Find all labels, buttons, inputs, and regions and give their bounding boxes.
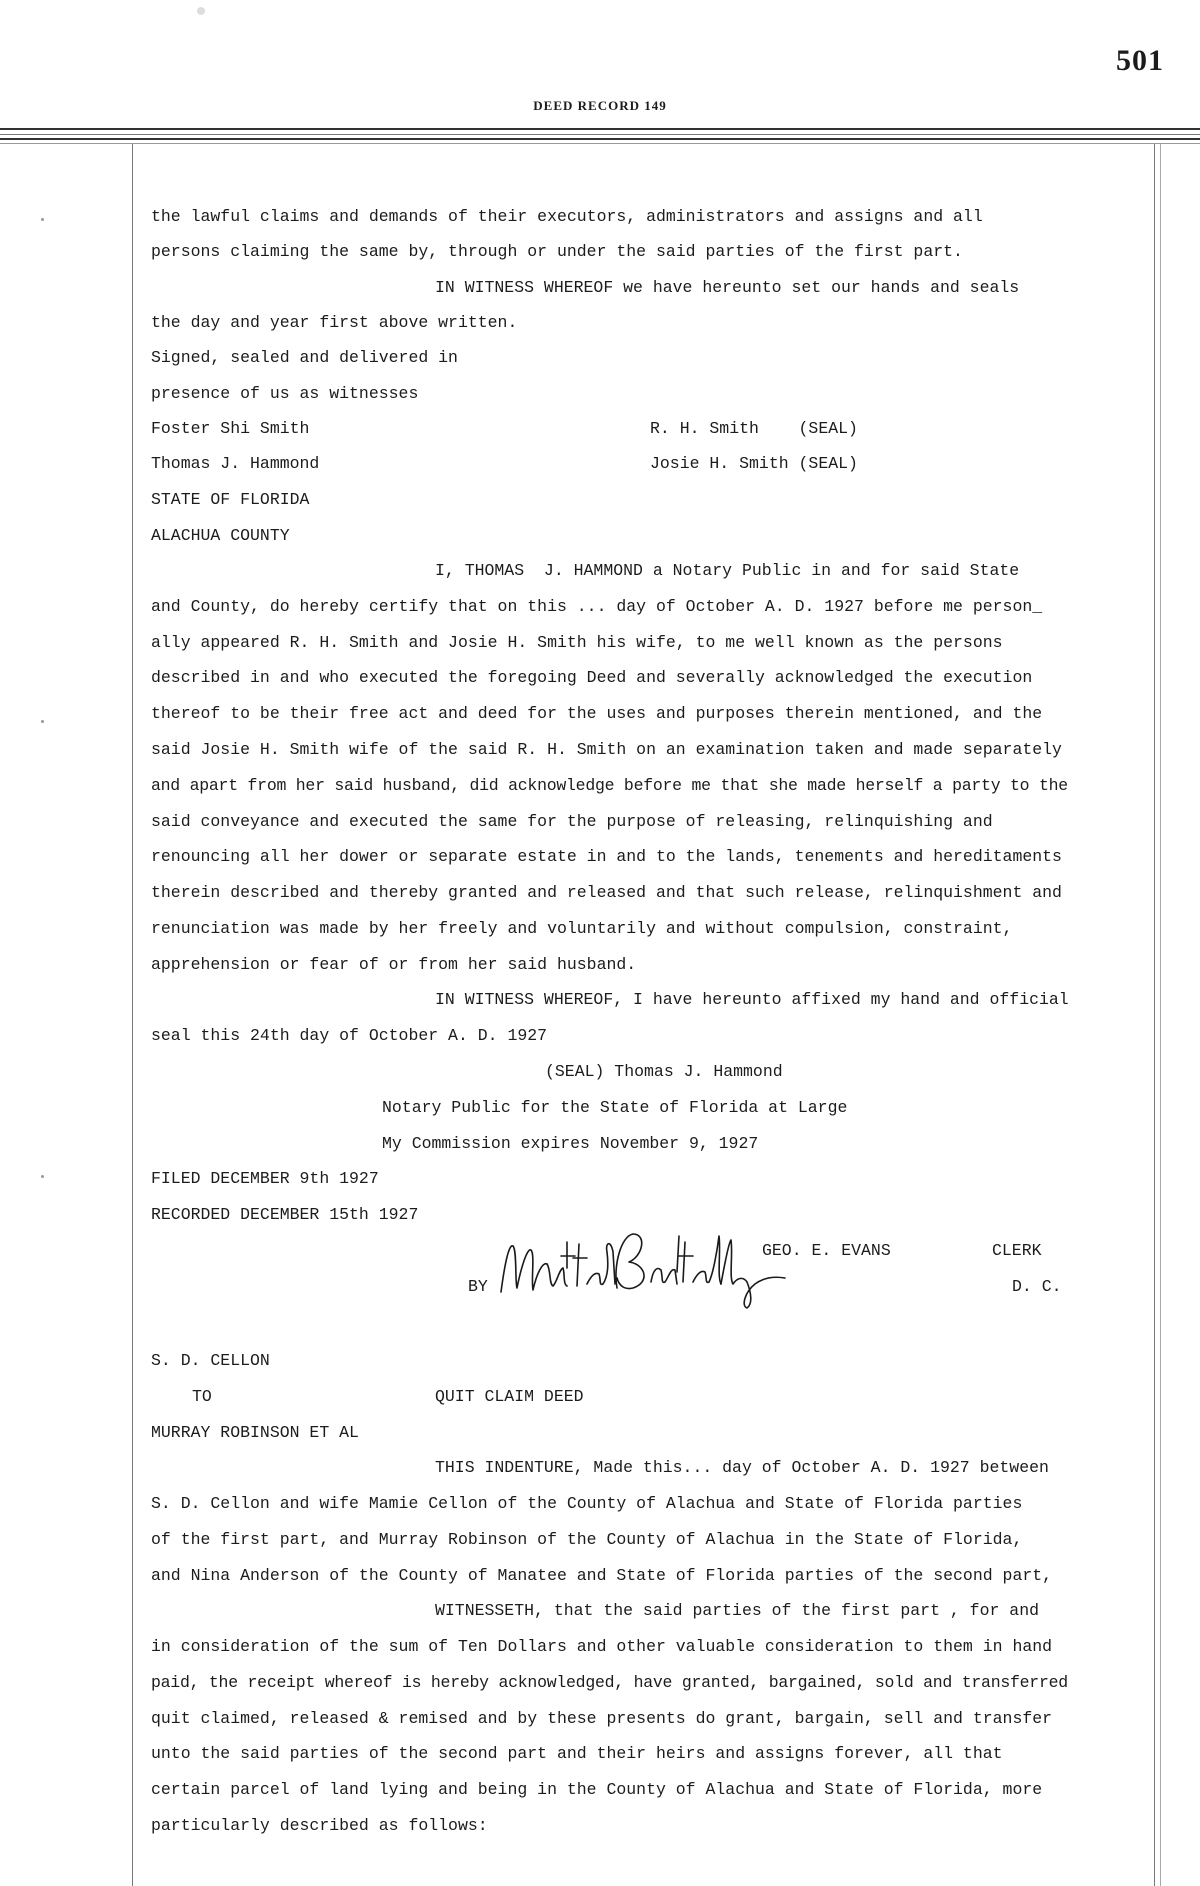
page-number: 501 — [1116, 44, 1164, 77]
acknowledgment-line: said Josie H. Smith wife of the said R. H. Smith on an examination taken and made separately — [151, 740, 1062, 759]
acknowledgment-line: I, THOMAS J. HAMMOND a Notary Public in and for said State — [435, 561, 1020, 580]
witness-clause-line: presence of us as witnesses — [151, 384, 419, 403]
indenture-line: WITNESSETH, that the said parties of the first part , for and — [435, 1601, 1039, 1620]
filed-date: FILED DECEMBER 9th 1927 — [151, 1169, 379, 1188]
acknowledgment-line: and apart from her said husband, did acknowledge before me that she made herself a party to the — [151, 776, 1068, 795]
indenture-line: of the first part, and Murray Robinson of the County of Alachua in the State of Florida, — [151, 1530, 1023, 1549]
header-rule — [0, 138, 1200, 140]
clerk-name: GEO. E. EVANS — [762, 1241, 891, 1260]
by-label: BY — [468, 1277, 488, 1296]
record-book-title: DEED RECORD 149 — [533, 98, 667, 113]
second-deed-type: QUIT CLAIM DEED — [435, 1387, 584, 1406]
acknowledgment-line: apprehension or fear of or from her said husband. — [151, 955, 637, 974]
acknowledgment-line: therein described and thereby granted and released and that such release, relinquishment and — [151, 883, 1062, 902]
indenture-line: and Nina Anderson of the County of Manatee and State of Florida parties of the second part, — [151, 1566, 1053, 1585]
deputy-clerk-handwritten-signature — [493, 1222, 803, 1314]
indenture-line: THIS INDENTURE, Made this... day of October A. D. 1927 between — [435, 1458, 1049, 1477]
witness-clause-line: Signed, sealed and delivered in — [151, 348, 458, 367]
scan-speck — [197, 7, 205, 15]
header-rule — [0, 134, 1200, 135]
indenture-line: certain parcel of land lying and being in the County of Alachua and State of Florida, more — [151, 1780, 1043, 1799]
scan-speck — [41, 218, 44, 221]
indenture-line: particularly described as follows: — [151, 1816, 488, 1835]
clerk-title: CLERK — [992, 1241, 1042, 1260]
acknowledgment-line: seal this 24th day of October A. D. 1927 — [151, 1026, 548, 1045]
deed-text-line: the day and year first above written. — [151, 313, 518, 332]
header-rule — [0, 128, 1200, 130]
deed-text-line: persons claiming the same by, through or under the said parties of the first part. — [151, 242, 963, 261]
right-margin-line — [1154, 144, 1155, 1886]
acknowledgment-line: renunciation was made by her freely and voluntarily and without compulsion, constraint, — [151, 919, 1013, 938]
second-deed-grantee: MURRAY ROBINSON ET AL — [151, 1423, 359, 1442]
indenture-line: unto the said parties of the second part and their heirs and assigns forever, all that — [151, 1744, 1003, 1763]
acknowledgment-line: said conveyance and executed the same for the purpose of releasing, relinquishing and — [151, 812, 993, 831]
notary-signature: (SEAL) Thomas J. Hammond — [545, 1062, 783, 1081]
acknowledgment-line: thereof to be their free act and deed for the uses and purposes therein mentioned, and the — [151, 704, 1043, 723]
grantor-signature: Josie H. Smith (SEAL) — [650, 454, 858, 473]
indenture-line: in consideration of the sum of Ten Dollars and other valuable consideration to them in hand — [151, 1637, 1053, 1656]
scan-speck — [41, 720, 44, 723]
acknowledgment-line: IN WITNESS WHEREOF, I have hereunto affixed my hand and official — [435, 990, 1069, 1009]
deed-text-line: the lawful claims and demands of their executors, administrators and assigns and all — [151, 207, 983, 226]
scan-speck — [41, 1175, 44, 1178]
witness-signature: Foster Shi Smith — [151, 419, 310, 438]
acknowledgment-line: and County, do hereby certify that on this ... day of October A. D. 1927 before me person_ — [151, 597, 1043, 616]
venue-county: ALACHUA COUNTY — [151, 526, 290, 545]
deputy-clerk-title: D. C. — [1012, 1277, 1062, 1296]
grantor-signature: R. H. Smith (SEAL) — [650, 419, 858, 438]
indenture-line: paid, the receipt whereof is hereby acknowledged, have granted, bargained, sold and transferred — [151, 1673, 1068, 1692]
notary-commission: My Commission expires November 9, 1927 — [382, 1134, 759, 1153]
venue-state: STATE OF FLORIDA — [151, 490, 310, 509]
right-margin-line — [1160, 144, 1161, 1886]
witness-signature: Thomas J. Hammond — [151, 454, 320, 473]
indenture-line: quit claimed, released & remised and by these presents do grant, bargain, sell and transfer — [151, 1709, 1053, 1728]
second-deed-grantor: S. D. CELLON — [151, 1351, 270, 1370]
indenture-line: S. D. Cellon and wife Mamie Cellon of the County of Alachua and State of Florida parties — [151, 1494, 1023, 1513]
recorded-date: RECORDED DECEMBER 15th 1927 — [151, 1205, 419, 1224]
left-margin-line — [132, 144, 133, 1886]
acknowledgment-line: renouncing all her dower or separate estate in and to the lands, tenements and hereditaments — [151, 847, 1062, 866]
acknowledgment-line: ally appeared R. H. Smith and Josie H. Smith his wife, to me well known as the persons — [151, 633, 1003, 652]
testimonium-line: IN WITNESS WHEREOF we have hereunto set our hands and seals — [435, 278, 1020, 297]
header-rule — [0, 143, 1200, 144]
second-deed-to-label: TO — [192, 1387, 212, 1406]
notary-title: Notary Public for the State of Florida at Large — [382, 1098, 848, 1117]
acknowledgment-line: described in and who executed the foregoing Deed and severally acknowledged the execution — [151, 668, 1033, 687]
